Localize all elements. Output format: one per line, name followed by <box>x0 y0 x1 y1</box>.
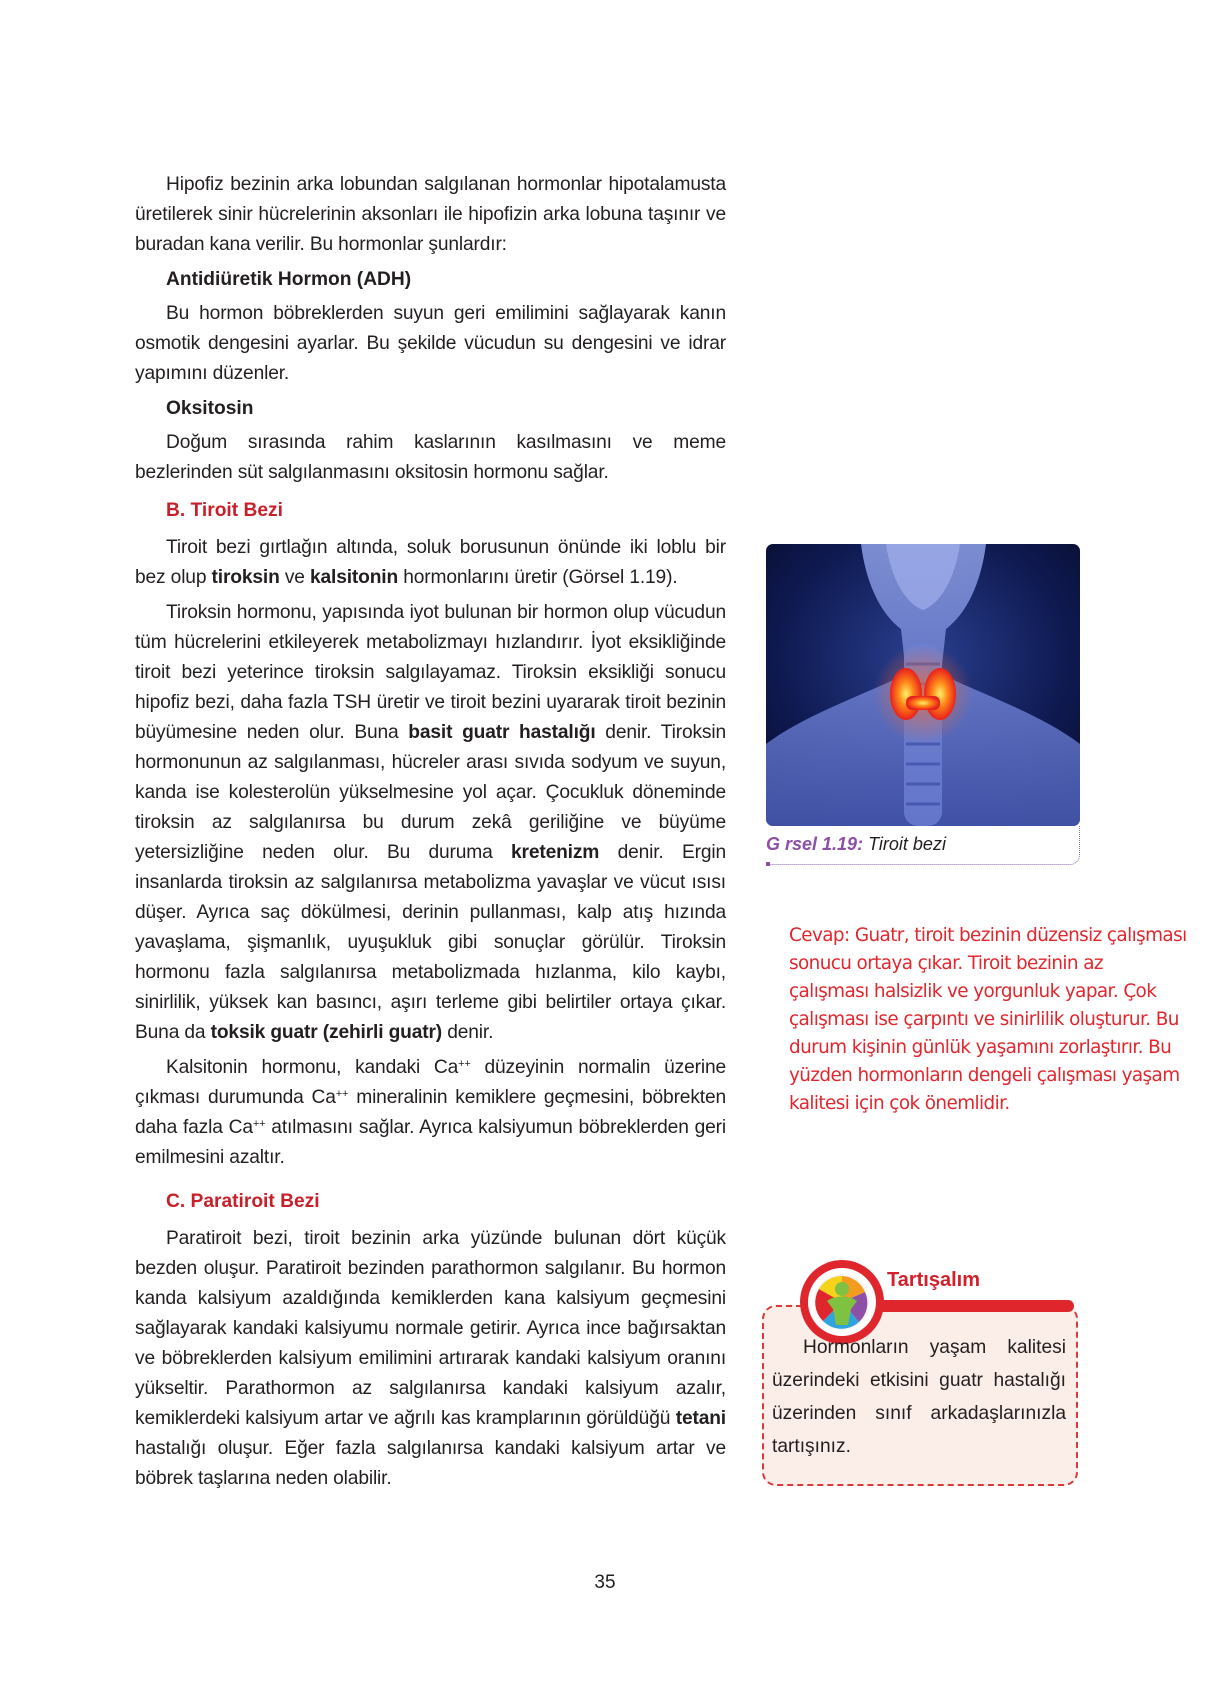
adh-paragraph: Bu hormon böbreklerden suyun geri emilimini sağlayarak kanın osmotik dengesini ayarlar. Bu şekilde vücudun su dengesini ve idrar yapımını düzenler. <box>135 303 726 384</box>
term-kretenizm: kretenizm <box>510 842 600 863</box>
caption-marker <box>766 862 770 866</box>
term-tetani: tetani <box>675 1408 726 1429</box>
term-basit-guatr: basit guatr hastalığı <box>408 722 596 743</box>
discussion-title: Tartışalım <box>887 1269 980 1291</box>
thyroid-paragraph: Tiroit bezi gırtlağın altında, soluk borusunun önünde iki loblu bir bez olup tiroksin ve kalsitonin hormonlarını üretir (Görsel 1.19). <box>135 537 726 588</box>
answer-line: yüzden hormonların dengeli çalışması yaşam <box>789 1065 1180 1086</box>
parathyroid-paragraph: Paratiroit bezi, tiroit bezinin arka yüzünde bulunan dört küçük bezden oluşur. Paratiroit bezinden parathormon salgılanır. Bu hormon kanda kalsiyum azaldığında kemiklerden kana kalsiyum geçmesini sağlayarak kandaki kalsiyumu normale getirir. Ayrıca ince bağırsaktan ve böbreklerden kalsiyum emilimini artırarak kandaki kalsiyum oranını yükseltir. Parathormon az salgılanırsa kandaki kalsiyum azalır, kemiklerdeki kalsiyum artar ve ağrılı kas kramplarının görüldüğü tetani hastalığı oluşur. Eğer fazla salgılanırsa kandaki kalsiyum artar ve böbrek taşlarına neden olabilir. <box>135 1228 726 1489</box>
answer-line: çalışması halsizlik ve yorgunluk yapar. Çok <box>789 981 1157 1002</box>
figure-caption-text: Tiroit bezi <box>868 834 946 854</box>
oxytocin-heading: Oksitosin <box>166 398 254 419</box>
answer-line: Cevap: Guatr, tiroit bezinin düzensiz çalışması <box>789 925 1187 946</box>
section-c-heading: C. Paratiroit Bezi <box>166 1191 320 1212</box>
term-toksik-guatr: toksik guatr (zehirli guatr) <box>210 1022 443 1043</box>
term-tiroksin: tiroksin <box>211 567 280 588</box>
page-number: 35 <box>594 1572 616 1593</box>
section-b-heading: B. Tiroit Bezi <box>166 500 283 521</box>
main-text-column <box>135 170 726 1499</box>
discussion-text: Hormonların yaşam kalitesi üzerindeki etkisini guatr hastalığı üzerinden sınıf arkadaşlarınızla tartışınız. <box>772 1337 1066 1457</box>
thyroid-illustration <box>766 544 1080 826</box>
answer-note <box>789 922 1210 1118</box>
term-kalsitonin: kalsitonin <box>309 567 399 588</box>
calcitonin-paragraph: Kalsitonin hormonu, kandaki Ca++ düzeyinin normalin üzerine çıkması durumunda Ca++ mineralinin kemiklere geçmesini, böbrekten daha fazla Ca++ atılmasını sağlar. Ayrıca kalsiyumun böbreklerden geri emilmesini azaltır. <box>135 1057 726 1168</box>
oxytocin-paragraph: Doğum sırasında rahim kaslarının kasılmasını ve meme bezlerinden süt salgılanmasını oksitosin hormonu sağlar. <box>135 432 726 483</box>
figure-label: G rsel 1.19: <box>766 834 864 854</box>
answer-line: çalışması ise çarpıntı ve sinirlilik oluşturur. Bu <box>789 1009 1179 1030</box>
adh-heading: Antidiüretik Hormon (ADH) <box>166 269 412 290</box>
figure-caption <box>766 826 1080 865</box>
answer-line: durum kişinin günlük yaşamını zorlaştırır. Bu <box>789 1037 1172 1058</box>
thyroxine-paragraph: Tiroksin hormonu, yapısında iyot bulunan bir hormon olup vücudun tüm hücrelerini etkileyerek metabolizmayı hızlandırır. İyot eksikliğinde tiroit bezi yeterince tiroksin salgılayamaz. Tiroksin eksikliği sonucu hipofiz bezi, daha fazla TSH üretir ve tiroit bezini uyararak tiroit bezinin büyümesine neden olur. Buna basit guatr hastalığı denir. Tiroksin hormonunun az salgılanması, hücreler arası sıvıda sodyum ve suyun, kanda ise kolesterolün yükselmesine yol açar. Çocukluk döneminde tiroksin az salgılanırsa bu durum zekâ geriliğine ve büyüme yetersizliğine neden olur. Bu duruma kretenizm denir. Ergin insanlarda tiroksin az salgılanırsa metabolizma yavaşlar ve vücut ısısı düşer. Ayrıca saç dökülmesi, derinin pullanması, kalp atış hızında yavaşlama, şişmanlık, uyuşukluk gibi sonuçlar görülür. Tiroksin hormonu fazla salgılanırsa metabolizmada hızlanma, kilo kaybı, sinirlilik, yüksek kan basıncı, aşırı terleme gibi belirtiler ortaya çıkar. Buna da toksik guatr (zehirli guatr) denir. <box>135 602 726 1043</box>
discussion-box <box>762 1255 1078 1487</box>
intro-paragraph: Hipofiz bezinin arka lobundan salgılanan hormonlar hipotalamusta üretilerek sinir hücrelerinin aksonları ile hipofizin arka lobuna taşınır ve buradan kana verilir. Bu hormonlar şunlardır: <box>135 174 726 255</box>
answer-line: kalitesi için çok önemlidir. <box>789 1093 1010 1114</box>
thyroid-figure <box>766 544 1080 865</box>
answer-line: sonucu ortaya çıkar. Tiroit bezinin az <box>789 953 1103 974</box>
